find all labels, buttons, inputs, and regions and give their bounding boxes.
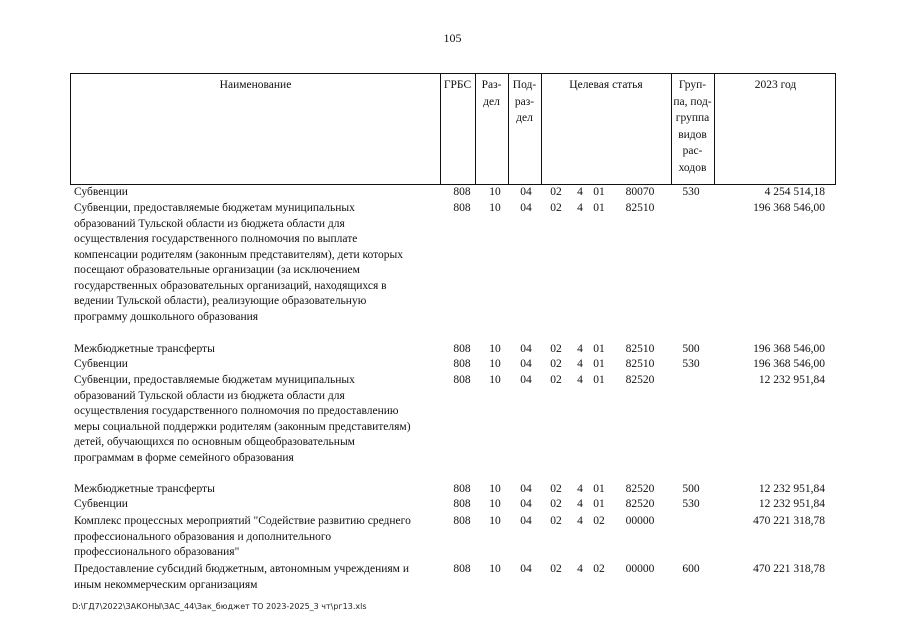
page-number: 105 — [443, 31, 462, 45]
header-podrazdel-line: раз- — [514, 95, 535, 108]
cell-target-direction: 00000 — [625, 515, 655, 527]
cell-podrazdel: 04 — [520, 374, 532, 386]
cell-razdel: 10 — [489, 498, 501, 510]
cell-target-type: 4 — [577, 498, 583, 510]
cell-target-type: 4 — [577, 374, 583, 386]
header-podrazdel-line: дел — [516, 112, 533, 124]
cell-name-line: осуществления государственного полномочия по предоставлению — [74, 405, 399, 417]
table-header — [70, 73, 836, 185]
header-razdel-line: Раз- — [481, 79, 502, 91]
cell-amount-2023: 470 221 318,78 — [753, 515, 825, 527]
cell-name-line: детей, обучающихся по основным общеобразовательным — [74, 436, 355, 448]
cell-podrazdel: 04 — [520, 186, 532, 198]
cell-name-line: Субвенции — [74, 186, 128, 198]
cell-name-line: Межбюджетные трансферты — [74, 483, 215, 495]
cell-name-line: Субвенции, предоставляемые бюджетам муниципальных — [74, 202, 355, 214]
cell-name-line: Межбюджетные трансферты — [74, 343, 215, 355]
cell-name-line: профессионального образования" — [74, 546, 240, 558]
cell-target-type: 4 — [577, 515, 583, 527]
cell-amount-2023: 196 368 546,00 — [753, 358, 825, 370]
cell-name — [74, 482, 442, 498]
header-group-line: ходов — [678, 161, 707, 174]
cell-name-line: государственных образовательных организаций, находящихся в — [74, 279, 387, 292]
cell-grbs: 808 — [453, 358, 471, 370]
cell-razdel: 10 — [489, 515, 501, 527]
cell-target-complex: 01 — [593, 186, 605, 198]
cell-razdel: 10 — [489, 202, 501, 214]
cell-target-direction: 80070 — [625, 186, 655, 198]
cell-name-line: программам в форме семейного образования — [74, 451, 294, 464]
cell-target-complex: 01 — [593, 358, 605, 370]
cell-target-direction: 82510 — [625, 202, 655, 214]
cell-name-line: программу дошкольного образования — [74, 310, 259, 323]
cell-expense-group: 600 — [682, 563, 700, 575]
cell-target-complex: 01 — [593, 498, 605, 510]
cell-name-line: ведении Тульской области), реализующие образовательную — [74, 295, 367, 307]
cell-target-direction: 82520 — [625, 498, 655, 510]
header-razdel — [475, 77, 508, 110]
cell-razdel: 10 — [489, 483, 501, 495]
cell-target-program: 02 — [550, 202, 562, 214]
cell-amount-2023: 12 232 951,84 — [758, 374, 825, 386]
cell-amount-2023: 196 368 546,00 — [753, 202, 825, 214]
cell-name-line: Субвенции, предоставляемые бюджетам муниципальных — [74, 374, 355, 386]
cell-expense-group: 500 — [682, 343, 700, 355]
cell-grbs: 808 — [453, 563, 471, 575]
cell-expense-group: 530 — [682, 498, 700, 510]
cell-grbs: 808 — [453, 374, 471, 386]
cell-target-program: 02 — [550, 358, 562, 370]
cell-podrazdel: 04 — [520, 483, 532, 495]
cell-grbs: 808 — [453, 186, 471, 198]
cell-podrazdel: 04 — [520, 515, 532, 527]
header-year: 2023 год — [754, 79, 797, 91]
cell-podrazdel: 04 — [520, 343, 532, 355]
cell-name — [74, 373, 442, 466]
cell-target-program: 02 — [550, 343, 562, 355]
cell-target-type: 4 — [577, 343, 583, 355]
cell-podrazdel: 04 — [520, 498, 532, 510]
header-group-line: рас- — [682, 145, 703, 157]
cell-name — [74, 201, 442, 325]
cell-target-direction: 82520 — [625, 483, 655, 495]
cell-target-type: 4 — [577, 358, 583, 370]
cell-target-complex: 02 — [593, 515, 605, 527]
cell-target-direction: 82510 — [625, 343, 655, 355]
cell-target-program: 02 — [550, 186, 562, 198]
header-podrazdel — [508, 77, 541, 127]
cell-grbs: 808 — [453, 498, 471, 510]
cell-podrazdel: 04 — [520, 358, 532, 370]
cell-razdel: 10 — [489, 186, 501, 198]
cell-target-complex: 01 — [593, 202, 605, 214]
cell-target-complex: 02 — [593, 563, 605, 575]
cell-target-complex: 01 — [593, 374, 605, 386]
cell-name-line: профессионального образования и дополнительного — [74, 530, 332, 543]
cell-grbs: 808 — [453, 515, 471, 527]
cell-name — [74, 357, 442, 373]
header-group — [671, 77, 714, 176]
cell-target-type: 4 — [577, 186, 583, 198]
cell-grbs: 808 — [453, 343, 471, 355]
cell-target-program: 02 — [550, 483, 562, 495]
cell-name-line: образований Тульской области из бюджета области для — [74, 217, 345, 230]
cell-razdel: 10 — [489, 358, 501, 370]
header-group-line: па, под- — [673, 95, 712, 108]
cell-expense-group: 530 — [682, 358, 700, 370]
header-group-line: группа — [675, 112, 710, 124]
cell-target-program: 02 — [550, 498, 562, 510]
cell-razdel: 10 — [489, 374, 501, 386]
header-group-line: видов — [678, 128, 707, 141]
file-path: D:\ГД7\2022\ЗАКОНЫ\ЗАС_44\Зак_бюджет ТО 2023-2025_3 чт\рг13.xls — [72, 602, 367, 611]
cell-target-type: 4 — [577, 483, 583, 495]
header-grbs: ГРБС — [443, 79, 472, 91]
cell-name-line: Субвенции — [74, 358, 128, 370]
cell-name-line: Субвенции — [74, 498, 128, 510]
cell-name-line: Предоставление субсидий бюджетным, автономным учреждениям и — [74, 563, 409, 575]
header-razdel-line: дел — [483, 95, 500, 108]
cell-target-complex: 01 — [593, 343, 605, 355]
cell-razdel: 10 — [489, 343, 501, 355]
header-target: Целевая статья — [569, 79, 643, 91]
cell-target-direction: 00000 — [625, 563, 655, 575]
cell-name-line: меры социальной поддержки родителям (законным представителям) — [74, 420, 411, 433]
cell-amount-2023: 470 221 318,78 — [753, 563, 825, 575]
cell-target-direction: 82520 — [625, 374, 655, 386]
cell-name-line: иным некоммерческим организациям — [74, 578, 258, 591]
cell-target-program: 02 — [550, 374, 562, 386]
cell-name-line: компенсации родителям (законным представителям), дети которых — [74, 248, 403, 261]
cell-expense-group: 530 — [682, 186, 700, 198]
cell-amount-2023: 4 254 514,18 — [764, 186, 825, 198]
cell-target-program: 02 — [550, 563, 562, 575]
cell-grbs: 808 — [453, 483, 471, 495]
cell-name — [74, 514, 442, 561]
cell-razdel: 10 — [489, 563, 501, 575]
cell-name-line: Комплекс процессных мероприятий "Содействие развитию среднего — [74, 515, 411, 527]
cell-target-program: 02 — [550, 515, 562, 527]
cell-name — [74, 342, 442, 358]
cell-target-type: 4 — [577, 202, 583, 214]
cell-name-line: образований Тульской области из бюджета области для — [74, 389, 345, 402]
cell-name — [74, 562, 442, 593]
cell-name-line: осуществления государственного полномочия по выплате — [74, 233, 358, 245]
cell-amount-2023: 196 368 546,00 — [753, 343, 825, 355]
cell-name — [74, 185, 442, 201]
header-name: Наименование — [219, 79, 292, 91]
cell-target-complex: 01 — [593, 483, 605, 495]
cell-name — [74, 497, 442, 513]
cell-target-direction: 82510 — [625, 358, 655, 370]
cell-podrazdel: 04 — [520, 202, 532, 214]
cell-amount-2023: 12 232 951,84 — [758, 498, 825, 510]
cell-amount-2023: 12 232 951,84 — [758, 483, 825, 495]
cell-target-type: 4 — [577, 563, 583, 575]
cell-name-line: посещают образовательные организации (за исключением — [74, 264, 360, 276]
cell-expense-group: 500 — [682, 483, 700, 495]
header-group-line: Груп- — [678, 79, 707, 91]
cell-podrazdel: 04 — [520, 563, 532, 575]
header-podrazdel-line: Под- — [512, 79, 537, 91]
cell-grbs: 808 — [453, 202, 471, 214]
